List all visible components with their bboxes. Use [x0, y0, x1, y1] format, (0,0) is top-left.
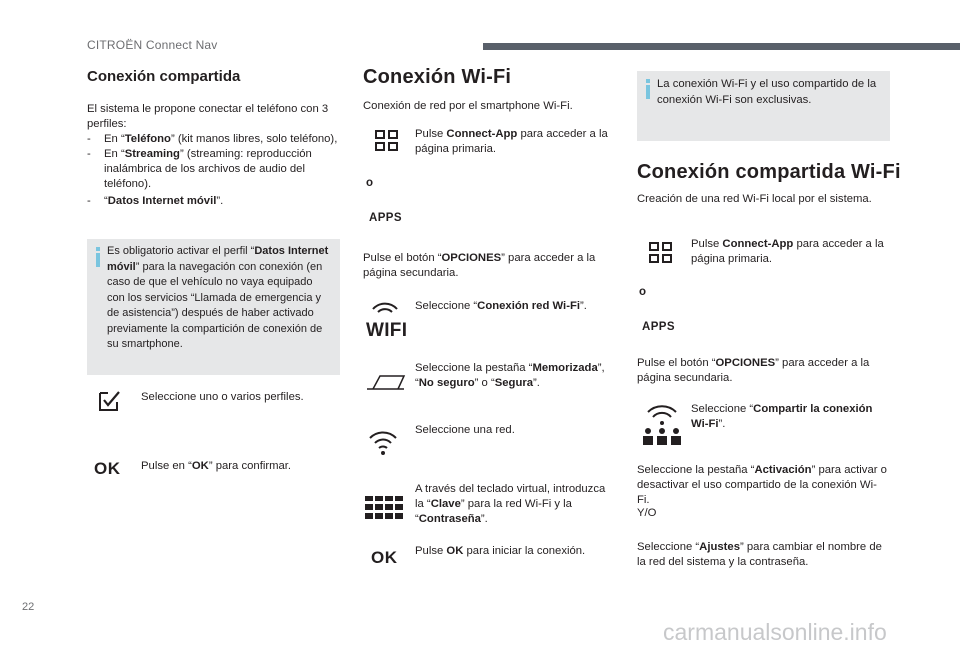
step-select-profiles: Seleccione uno o varios perfiles.: [141, 391, 304, 403]
header-bar: [483, 43, 960, 50]
section-heading-shared-connection: Conexión compartida: [87, 68, 241, 85]
and-or-label: Y/O: [637, 507, 657, 519]
connect-app-grid-icon: [649, 242, 673, 264]
step-share-connection: Seleccione “Compartir la conexión Wi-Fi”.: [691, 403, 873, 430]
or-label: o: [639, 286, 647, 298]
note-text: La conexión Wi-Fi y el uso compartido de la conexión Wi-Fi son exclusivas.: [657, 78, 877, 106]
step-enter-key: A través del teclado virtual, introduzca la “Clave” para la red Wi-Fi y la “Contraseña”.: [415, 483, 606, 525]
step-activation-tab: Seleccione la pestaña “Activación” para activar o desactivar el uso compartido de la conexión Wi-Fi.: [637, 464, 887, 506]
wifi-sharing-intro: Creación de una red Wi-Fi local por el sistema.: [637, 193, 872, 205]
ok-button-icon: OK: [94, 459, 121, 478]
profile-list: [87, 132, 339, 209]
checkbox-icon: [98, 390, 122, 412]
apps-button-icon: APPS: [369, 212, 402, 224]
step-settings: Seleccione “Ajustes” para cambiar el nombre de la red del sistema y la contraseña.: [637, 541, 882, 568]
step-connect-app: Pulse Connect-App para acceder a la página primaria.: [691, 238, 884, 265]
tab-icon: [366, 371, 406, 395]
step-select-network: Seleccione una red.: [415, 424, 515, 436]
connect-app-grid-icon: [375, 130, 399, 152]
apps-button-icon: APPS: [642, 321, 675, 333]
wifi-sharing-icon: [642, 404, 682, 446]
page-number: 22: [22, 601, 35, 613]
wifi-icon: [368, 431, 398, 457]
wifi-label-icon: WIFI: [366, 320, 408, 341]
info-note-exclusive: [637, 71, 890, 141]
step-start-connection: Pulse OK para iniciar la conexión.: [415, 545, 586, 557]
section-heading-wifi-sharing: Conexión compartida Wi-Fi: [637, 161, 901, 183]
step-press-ok: Pulse en “OK” para confirmar.: [141, 460, 292, 472]
keyboard-icon: [365, 496, 403, 520]
step-connect-app: Pulse Connect-App para acceder a la página primaria.: [415, 128, 608, 155]
list-item: - En “Teléfono” (kit manos libres, solo teléfono),: [87, 133, 338, 145]
ok-button-icon: OK: [371, 548, 398, 567]
watermark: carmanualsonline.info: [663, 619, 887, 645]
step-options: Pulse el botón “OPCIONES” para acceder a la página secundaria.: [363, 252, 596, 279]
info-icon: [646, 79, 650, 99]
list-item: - “Datos Internet móvil”.: [87, 195, 224, 207]
wifi-signal-icon: [370, 300, 400, 316]
step-select-wifi-network: Seleccione “Conexión red Wi-Fi”.: [415, 300, 587, 312]
list-item: - En “Streaming” (streaming: reproducción inalámbrica de los archivos de audio del teléfono).: [87, 148, 312, 190]
header-title: CITROËN Connect Nav: [87, 38, 218, 52]
note-text: Es obligatorio activar el perfil “Datos Internet móvil” para la navegación con conexión (en caso de que el vehículo no vaya equipado con los servicios “Llamada de emergencia y de asistencia”) después de haber activado previamente la compartición de conexión de su smartphone.: [107, 245, 329, 350]
shared-connection-intro: El sistema le propone conectar el teléfono con 3 perfiles:: [87, 103, 329, 130]
step-select-tab: Seleccione la pestaña “Memorizada”, “No seguro” o “Segura”.: [415, 362, 605, 389]
info-icon: [96, 247, 100, 267]
or-label: o: [366, 177, 374, 189]
section-heading-wifi-connection: Conexión Wi-Fi: [363, 66, 512, 88]
wifi-connection-intro: Conexión de red por el smartphone Wi-Fi.: [363, 100, 573, 112]
step-options: Pulse el botón “OPCIONES” para acceder a la página secundaria.: [637, 357, 870, 384]
info-note-mobile-data: [87, 239, 340, 375]
